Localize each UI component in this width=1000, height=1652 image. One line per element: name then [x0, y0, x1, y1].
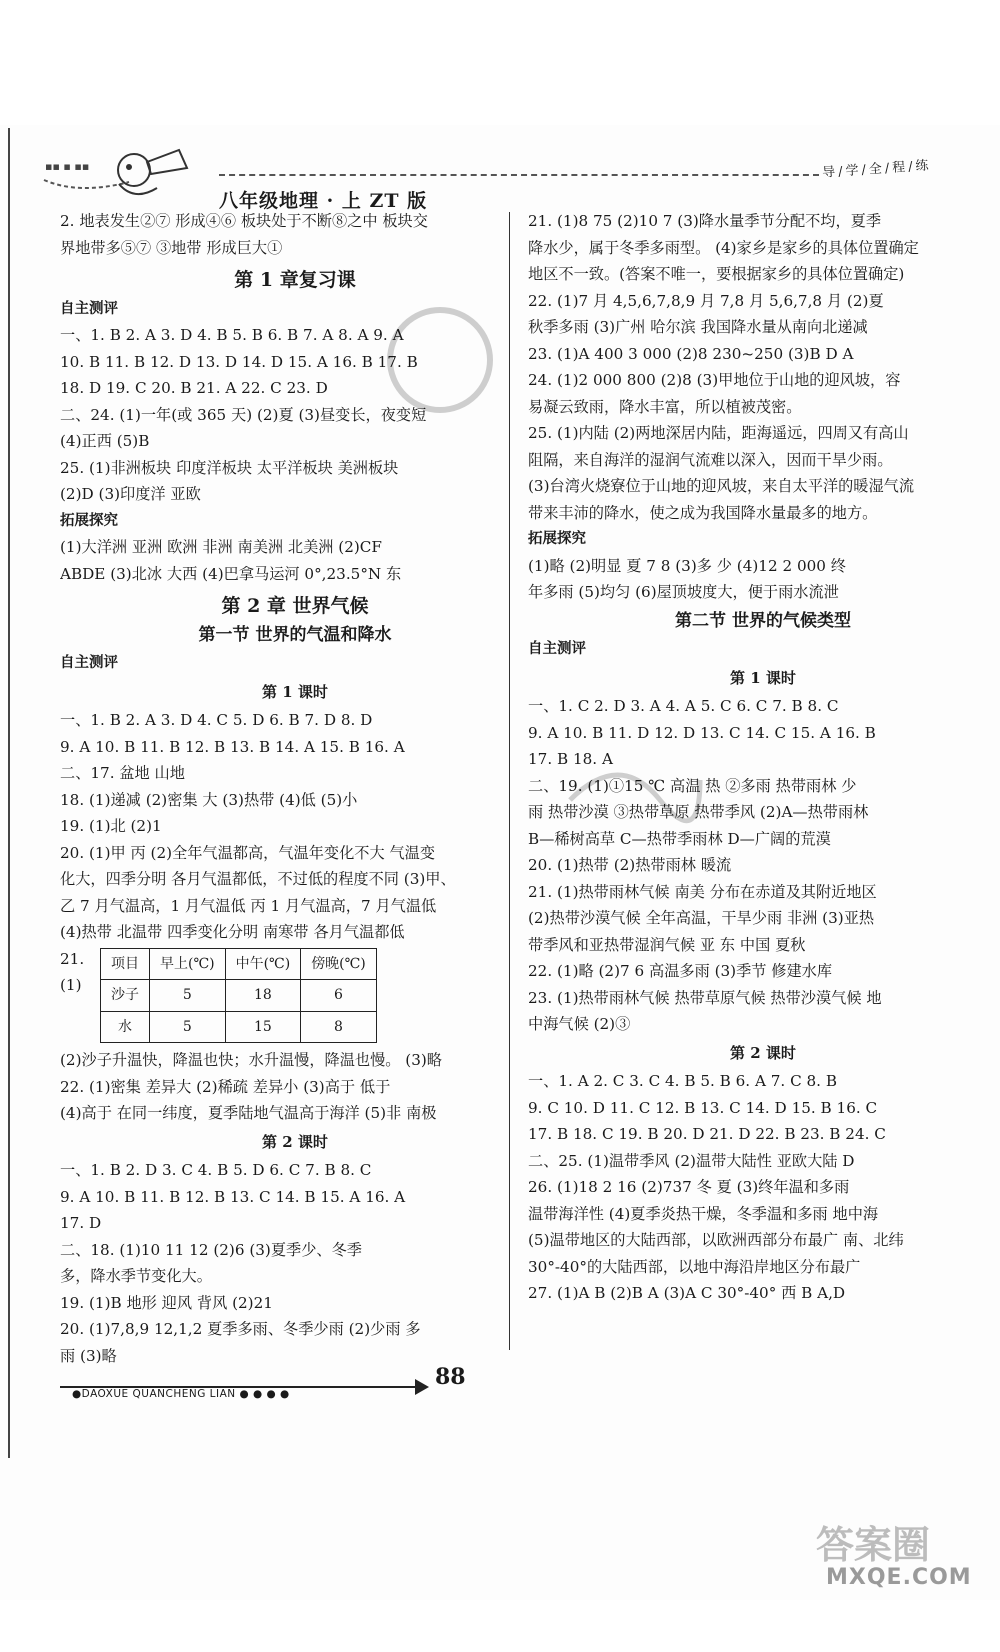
- answer-line: 26. (1)18 2 16 (2)737 冬 夏 (3)终年温和多雨: [528, 1178, 850, 1196]
- answer-line: (2)沙子升温快，降温也快；水升温慢，降温也慢。 (3)略: [60, 1051, 442, 1069]
- answer-line: 21. (1)热带雨林气候 南美 分布在赤道及其附近地区: [528, 882, 877, 901]
- mascot-logo-icon: [39, 140, 219, 210]
- chapter-heading: 第 1 章复习课: [234, 269, 356, 291]
- answer-line: 二、25. (1)温带季风 (2)温带大陆性 亚欧大陆 D: [528, 1151, 855, 1170]
- lesson-heading: 第 2 课时: [262, 1132, 328, 1151]
- q21-label: 21. (1): [60, 949, 85, 994]
- table-cell: 5: [150, 1011, 226, 1043]
- answer-line: 25. (1)内陆 (2)两地深居内陆，距海遥远，四周又有高山: [528, 424, 909, 442]
- answer-line: 温带海洋性 (4)夏季炎热干燥，冬季温和多雨 地中海: [528, 1204, 879, 1223]
- answer-line: 18. (1)递减 (2)密集 大 (3)热带 (4)低 (5)小: [60, 790, 358, 809]
- lesson-heading: 第 1 课时: [730, 668, 796, 687]
- answer-line: 9. A 10. B 11. B 12. B 13. C 14. B 15. A 16. A: [60, 1187, 406, 1206]
- left-border-line: [8, 128, 10, 1458]
- answer-line: 9. A 10. B 11. B 12. B 13. B 14. A 15. B 16. A: [60, 737, 405, 756]
- page-number: 88: [435, 1364, 466, 1390]
- answer-line: 23. (1)A 400 3 000 (2)8 230~250 (3)B D A: [528, 344, 854, 363]
- subsection-label: 拓展探究: [60, 511, 118, 529]
- answer-line: 多，降水季节变化大。: [60, 1267, 212, 1285]
- answer-line: 一、1. C 2. D 3. A 4. A 5. C 6. C 7. B 8. C: [528, 697, 839, 715]
- header-title: 八年级地理 · 上 ZT 版: [219, 190, 428, 212]
- page-header: [14, 140, 984, 212]
- table-cell: 水: [101, 1011, 150, 1043]
- answer-line: 二、17. 盆地 山地: [60, 764, 185, 782]
- answer-line: 一、1. B 2. A 3. D 4. C 5. D 6. B 7. D 8. D: [60, 711, 373, 729]
- section-heading: 第一节 世界的气温和降水: [198, 624, 392, 645]
- answer-line: 20. (1)甲 丙 (2)全年气温都高，气温年变化不大 气温变: [60, 843, 436, 862]
- answer-line: 带季风和亚热带湿润气候 亚 东 中国 夏秋: [528, 935, 806, 954]
- answer-line: 24. (1)2 000 800 (2)8 (3)甲地位于山地的迎风坡，容: [528, 371, 901, 389]
- table-header-row: [101, 948, 377, 980]
- answer-line: 22. (1)密集 差异大 (2)稀疏 差异小 (3)高于 低于: [60, 1077, 391, 1096]
- answer-line: 中海气候 (2)③: [528, 1015, 631, 1033]
- answer-line: 化大，四季分明 各月气温都低，不过低的程度不同 (3)甲、: [60, 870, 456, 888]
- answer-line: B—稀树高草 C—热带季雨林 D—广阔的荒漠: [528, 829, 831, 848]
- site-watermark-text: MXQE.COM: [826, 1565, 972, 1590]
- answer-line: 10. B 11. B 12. D 13. D 14. D 15. A 16. B 17. B: [60, 352, 418, 371]
- answer-line: 易凝云致雨，降水丰富，所以植被茂密。: [528, 397, 802, 416]
- header-dashed-line: [219, 174, 819, 178]
- answer-line: 雨 热带沙漠 ③热带草原 热带季风 (2)A—热带雨林: [528, 803, 869, 821]
- table-cell: 沙子: [101, 980, 150, 1012]
- table-row: [101, 980, 377, 1012]
- footer-brand: ●DAOXUE QUANCHENG LIAN ● ● ● ●: [72, 1388, 290, 1400]
- answer-line: (4)热带 北温带 四季变化分明 南寒带 各月气温都低: [60, 923, 405, 941]
- answer-line: 20. (1)7,8,9 12,1,2 夏季多雨、冬季少雨 (2)少雨 多: [60, 1320, 421, 1338]
- page-footer: [60, 1364, 520, 1400]
- answer-line: 17. B 18. A: [528, 750, 613, 768]
- top-margin: [0, 0, 1000, 125]
- answer-line: 25. (1)非洲板块 印度洋板块 太平洋板块 美洲板块: [60, 458, 399, 477]
- q21-data-table-block: [60, 946, 530, 1048]
- faint-watermark-icon: [370, 300, 510, 420]
- answer-line: 17. B 18. C 19. B 20. D 21. D 22. B 23. B 24. C: [528, 1125, 886, 1143]
- answer-line: 22. (1)7 月 4,5,6,7,8,9 月 7,8 月 5,6,7,8 月 (2)夏: [528, 291, 884, 310]
- temperature-table: [100, 948, 377, 1044]
- answer-line: (1)略 (2)明显 夏 7 8 (3)多 少 (4)12 2 000 终: [528, 556, 846, 575]
- answer-line: (4)高于 在同一纬度，夏季陆地气温高于海洋 (5)非 南极: [60, 1104, 437, 1122]
- answer-line: 20. (1)热带 (2)热带雨林 暖流: [528, 856, 732, 874]
- answer-line: 19. (1)北 (2)1: [60, 817, 162, 835]
- answer-line: 二、18. (1)10 11 12 (2)6 (3)夏季少、冬季: [60, 1240, 362, 1259]
- answer-line: (2)热带沙漠气候 全年高温，干旱少雨 非洲 (3)亚热: [528, 909, 875, 927]
- answer-line: 17. D: [60, 1214, 102, 1232]
- answer-line: 21. (1)8 75 (2)10 7 (3)降水量季节分配不均，夏季: [528, 212, 882, 230]
- answer-line: 秋季多雨 (3)广州 哈尔滨 我国降水量从南向北递减: [528, 318, 868, 336]
- subsection-label: 自主测评: [60, 654, 118, 671]
- answer-line: (3)台湾火烧寮位于山地的迎风坡，来自太平洋的暖湿气流: [528, 477, 915, 495]
- answer-line: 降水少，属于冬季多雨型。 (4)家乡是家乡的具体位置确定: [528, 238, 919, 257]
- answer-line: 22. (1)略 (2)7 6 高温多雨 (3)季节 修建水库: [528, 962, 833, 980]
- column-divider: [509, 212, 510, 1652]
- table-cell: 8: [301, 1011, 377, 1043]
- footer-arrow-icon: [415, 1379, 429, 1395]
- subsection-label: 自主测评: [60, 299, 118, 317]
- answer-line: 地区不一致。(答案不唯一，要根据家乡的具体位置确定): [528, 265, 905, 283]
- answer-line: (2)D (3)印度洋 亚欧: [60, 485, 201, 503]
- table-header-cell: 傍晚(℃): [301, 948, 377, 980]
- lesson-heading: 第 2 课时: [730, 1043, 796, 1062]
- answer-line: 30°-40°的大陆西部，以地中海沿岸地区分布最广: [528, 1257, 861, 1276]
- answer-line: 一、1. A 2. C 3. C 4. B 5. B 6. A 7. C 8. B: [528, 1072, 837, 1090]
- table-cell: 15: [225, 1011, 301, 1043]
- subsection-label: 拓展探究: [528, 530, 586, 547]
- answer-line: 18. D 19. C 20. B 21. A 22. C 23. D: [60, 379, 328, 397]
- answer-line: (5)温带地区的大陆西部，以欧洲西部分布最广 南、北纬: [528, 1231, 904, 1249]
- watermark-logo-text: 答案圈: [816, 1523, 931, 1567]
- answer-line: ABDE (3)北冰 大西 (4)巴拿马运河 0°,23.5°N 东: [60, 564, 402, 583]
- table-header-cell: 早上(℃): [150, 948, 226, 980]
- answer-line: 19. (1)B 地形 迎风 背风 (2)21: [60, 1293, 273, 1312]
- section-heading: 第二节 世界的气候类型: [675, 610, 851, 631]
- answer-line: 2. 地表发生②⑦ 形成④⑥ 板块处于不断⑧之中 板块交: [60, 212, 428, 230]
- answer-line: 二、19. (1)①15 ℃ 高温 热 ②多雨 热带雨林 少: [528, 776, 857, 795]
- answer-line: 一、1. B 2. D 3. C 4. B 5. D 6. C 7. B 8. C: [60, 1161, 372, 1179]
- answer-line: 一、1. B 2. A 3. D 4. B 5. B 6. B 7. A 8. A 9. A: [60, 326, 404, 344]
- answer-line: 带来丰沛的降水，使之成为我国降水量最多的地方。: [528, 503, 878, 522]
- answer-line: 界地带多⑤⑦ ③地带 形成巨大①: [60, 238, 283, 257]
- table-header-cell: 项目: [101, 948, 150, 980]
- answer-line: 雨 (3)略: [60, 1346, 117, 1365]
- table-cell: 5: [150, 980, 226, 1012]
- answer-line: 乙 7 月气温高，1 月气温低 丙 1 月气温高，7 月气温低: [60, 896, 437, 915]
- answer-line: 9. A 10. B 11. D 12. D 13. C 14. C 15. A 16. B: [528, 723, 876, 742]
- answer-line: 23. (1)热带雨林气候 热带草原气候 热带沙漠气候 地: [528, 988, 882, 1007]
- faint-scribble-icon: [560, 740, 710, 850]
- table-cell: 6: [301, 980, 377, 1012]
- table-cell: 18: [225, 980, 301, 1012]
- answer-line: 阻隔，来自海洋的湿润气流难以深入，因而干旱少雨。: [528, 450, 893, 469]
- answer-line: 27. (1)A B (2)B A (3)A C 30°-40° 西 B A,D: [528, 1284, 846, 1302]
- subsection-label: 自主测评: [528, 640, 586, 657]
- chapter-heading: 第 2 章 世界气候: [221, 595, 369, 617]
- answer-line: 二、24. (1)一年(或 365 天) (2)夏 (3)昼变长，夜变短: [60, 405, 427, 424]
- answer-line: (1)大洋洲 亚洲 欧洲 非洲 南美洲 北美洲 (2)CF: [60, 538, 382, 556]
- answer-line: (4)正西 (5)B: [60, 432, 150, 450]
- header-series-label: 导/学/全/程/练: [821, 158, 933, 181]
- svg-text:▪▪ ▪ ▪▪: ▪▪ ▪ ▪▪: [45, 160, 90, 173]
- answer-line: 年多雨 (5)均匀 (6)屋顶坡度大，便于雨水流泄: [528, 583, 839, 601]
- table-header-cell: 中午(℃): [225, 948, 301, 980]
- lesson-heading: 第 1 课时: [262, 682, 328, 701]
- answer-line: 9. C 10. D 11. C 12. B 13. C 14. D 15. B 16. C: [528, 1098, 878, 1117]
- table-row: [101, 1011, 377, 1043]
